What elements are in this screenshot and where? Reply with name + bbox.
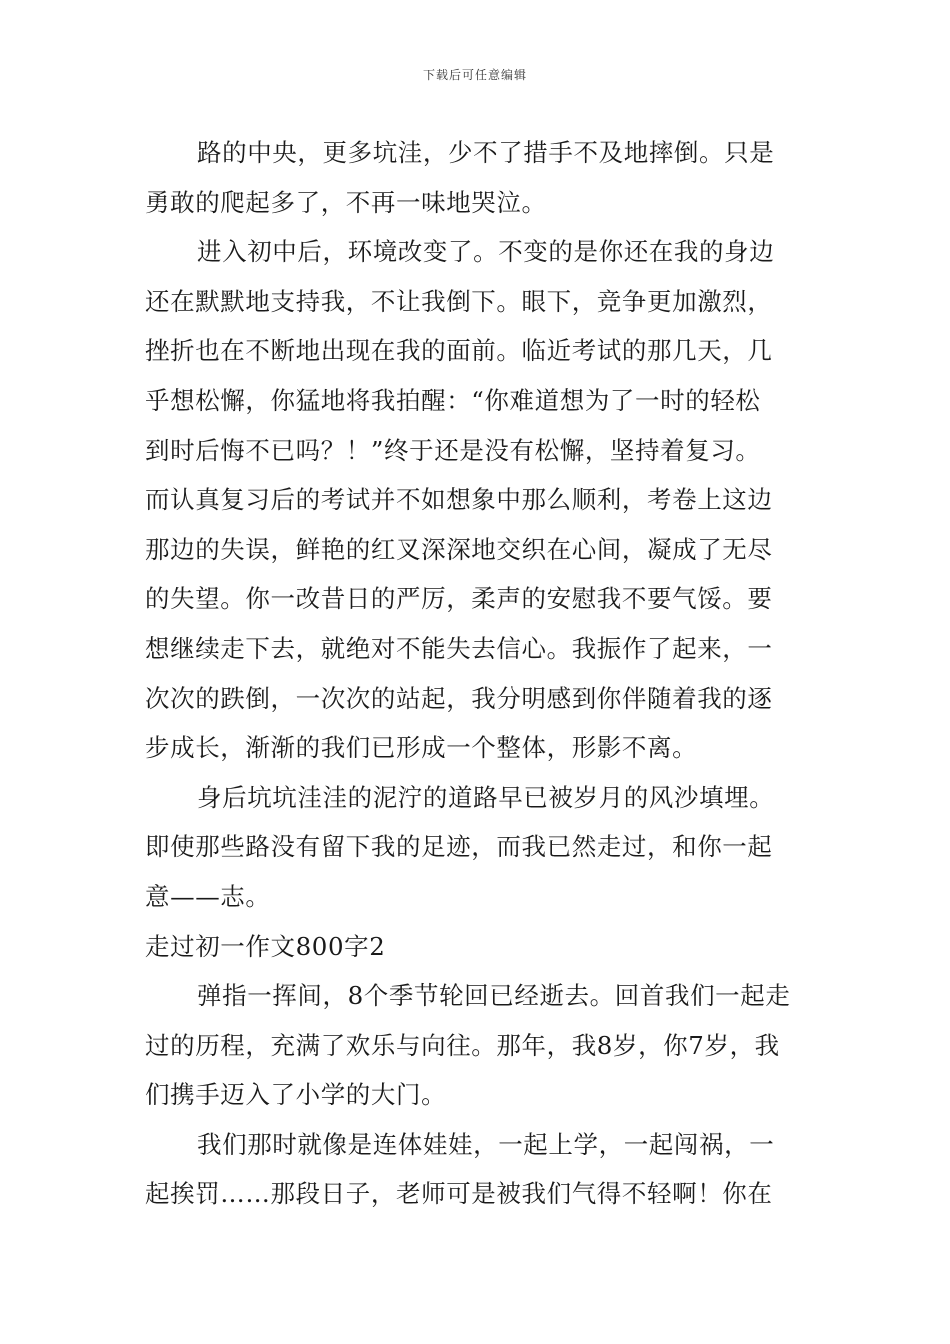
text-line: 想继续走下去，就绝对不能失去信心。我振作了起来，一 xyxy=(145,633,773,663)
text-line: 们携手迈入了小学的大门。 xyxy=(145,1080,447,1110)
text-line: 起挨罚……那段日子，老师可是被我们气得不轻啊！你在 xyxy=(145,1179,773,1209)
text-line: 挫折也在不断地出现在我的面前。临近考试的那几天，几 xyxy=(145,336,773,366)
text-line: 即使那些路没有留下我的足迹，而我已然走过，和你一起 xyxy=(145,832,773,862)
text-line: 勇敢的爬起多了，不再一味地哭泣。 xyxy=(145,187,547,217)
text-line: 身后坑坑洼洼的泥泞的道路早已被岁月的风沙填埋。 xyxy=(197,782,775,812)
text-line: 弹指一挥间，8个季节轮回已经逝去。回首我们一起走 xyxy=(197,981,791,1011)
section-heading: 走过初一作文800字2 xyxy=(145,931,386,961)
text-line: 步成长，渐渐的我们已形成一个整体，形影不离。 xyxy=(145,733,698,763)
text-line: 意——志。 xyxy=(145,881,271,911)
text-line: 而认真复习后的考试并不如想象中那么顺利，考卷上这边 xyxy=(145,485,773,515)
document-body xyxy=(145,128,815,1219)
text-line: 次次的跌倒，一次次的站起，我分明感到你伴随着我的逐 xyxy=(145,683,773,713)
text-line: 还在默默地支持我，不让我倒下。眼下，竞争更加激烈， xyxy=(145,286,773,316)
text-line: 过的历程，充满了欢乐与向往。那年，我8岁，你7岁，我 xyxy=(145,1030,780,1060)
text-line: 我们那时就像是连体娃娃，一起上学，一起闯祸，一 xyxy=(197,1129,775,1159)
text-line: 到时后悔不已吗？！”终于还是没有松懈，坚持着复习。 xyxy=(145,435,761,465)
text-line: 进入初中后，环境改变了。不变的是你还在我的身边 xyxy=(197,237,775,267)
text-line: 乎想松懈，你猛地将我拍醒：“你难道想为了一时的轻松 xyxy=(145,385,761,415)
text-line: 的失望。你一改昔日的严厉，柔声的安慰我不要气馁。要 xyxy=(145,584,773,614)
page-header: 下载后可任意编辑 xyxy=(422,68,527,82)
text-line: 那边的失误，鲜艳的红叉深深地交织在心间，凝成了无尽 xyxy=(145,534,773,564)
text-line: 路的中央，更多坑洼，少不了措手不及地摔倒。只是 xyxy=(197,138,775,167)
